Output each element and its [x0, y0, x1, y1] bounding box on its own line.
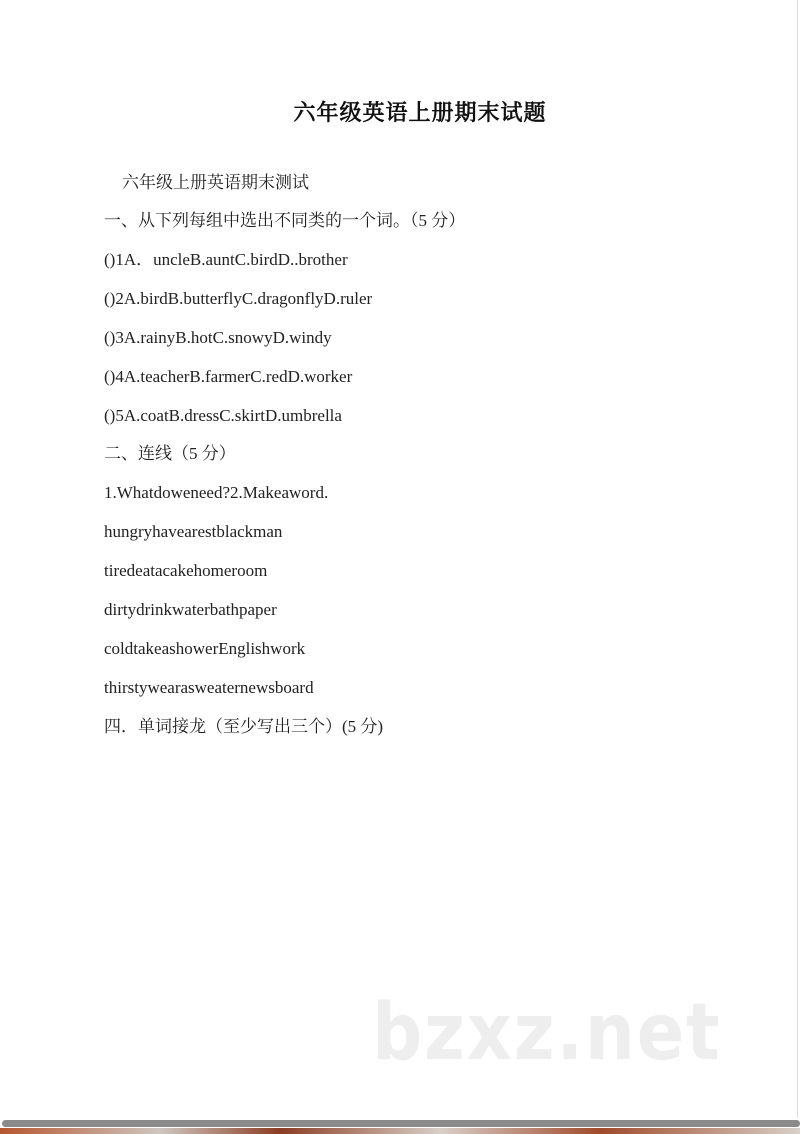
watermark: bzxz.net: [372, 988, 722, 1078]
section-heading: 四．单词接龙（至少写出三个）(5 分): [104, 717, 384, 736]
question-line: hungryhavearestblackman: [104, 522, 283, 541]
document-title: 六年级英语上册期末试题: [293, 101, 547, 126]
question-line: ()5A.coatB.dressC.skirtD.umbrella: [104, 406, 342, 425]
next-page-image-strip: [0, 1128, 800, 1134]
question-line: coldtakeashowerEnglishwork: [104, 639, 306, 658]
question-line: ()2A.birdB.butterflyC.dragonflyD.ruler: [104, 289, 373, 308]
question-line: ()3A.rainyB.hotC.snowyD.windy: [104, 328, 332, 347]
question-line: 1.Whatdoweneed?2.Makeaword.: [104, 483, 329, 502]
question-line: ()4A.teacherB.farmerC.redD.worker: [104, 367, 353, 386]
section-heading: 一、从下列每组中选出不同类的一个词。（5 分）: [104, 211, 466, 230]
subtitle: 六年级上册英语期末测试: [122, 173, 309, 192]
question-line: tiredeatacakehomeroom: [104, 561, 268, 580]
question-line: ()1A．uncleB.auntC.birdD..brother: [104, 250, 348, 269]
section-heading: 二、连线（5 分）: [104, 444, 236, 463]
horizontal-scrollbar[interactable]: [2, 1120, 800, 1127]
question-line: thirstywearasweaternewsboard: [104, 678, 314, 697]
question-line: dirtydrinkwaterbathpaper: [104, 600, 277, 619]
